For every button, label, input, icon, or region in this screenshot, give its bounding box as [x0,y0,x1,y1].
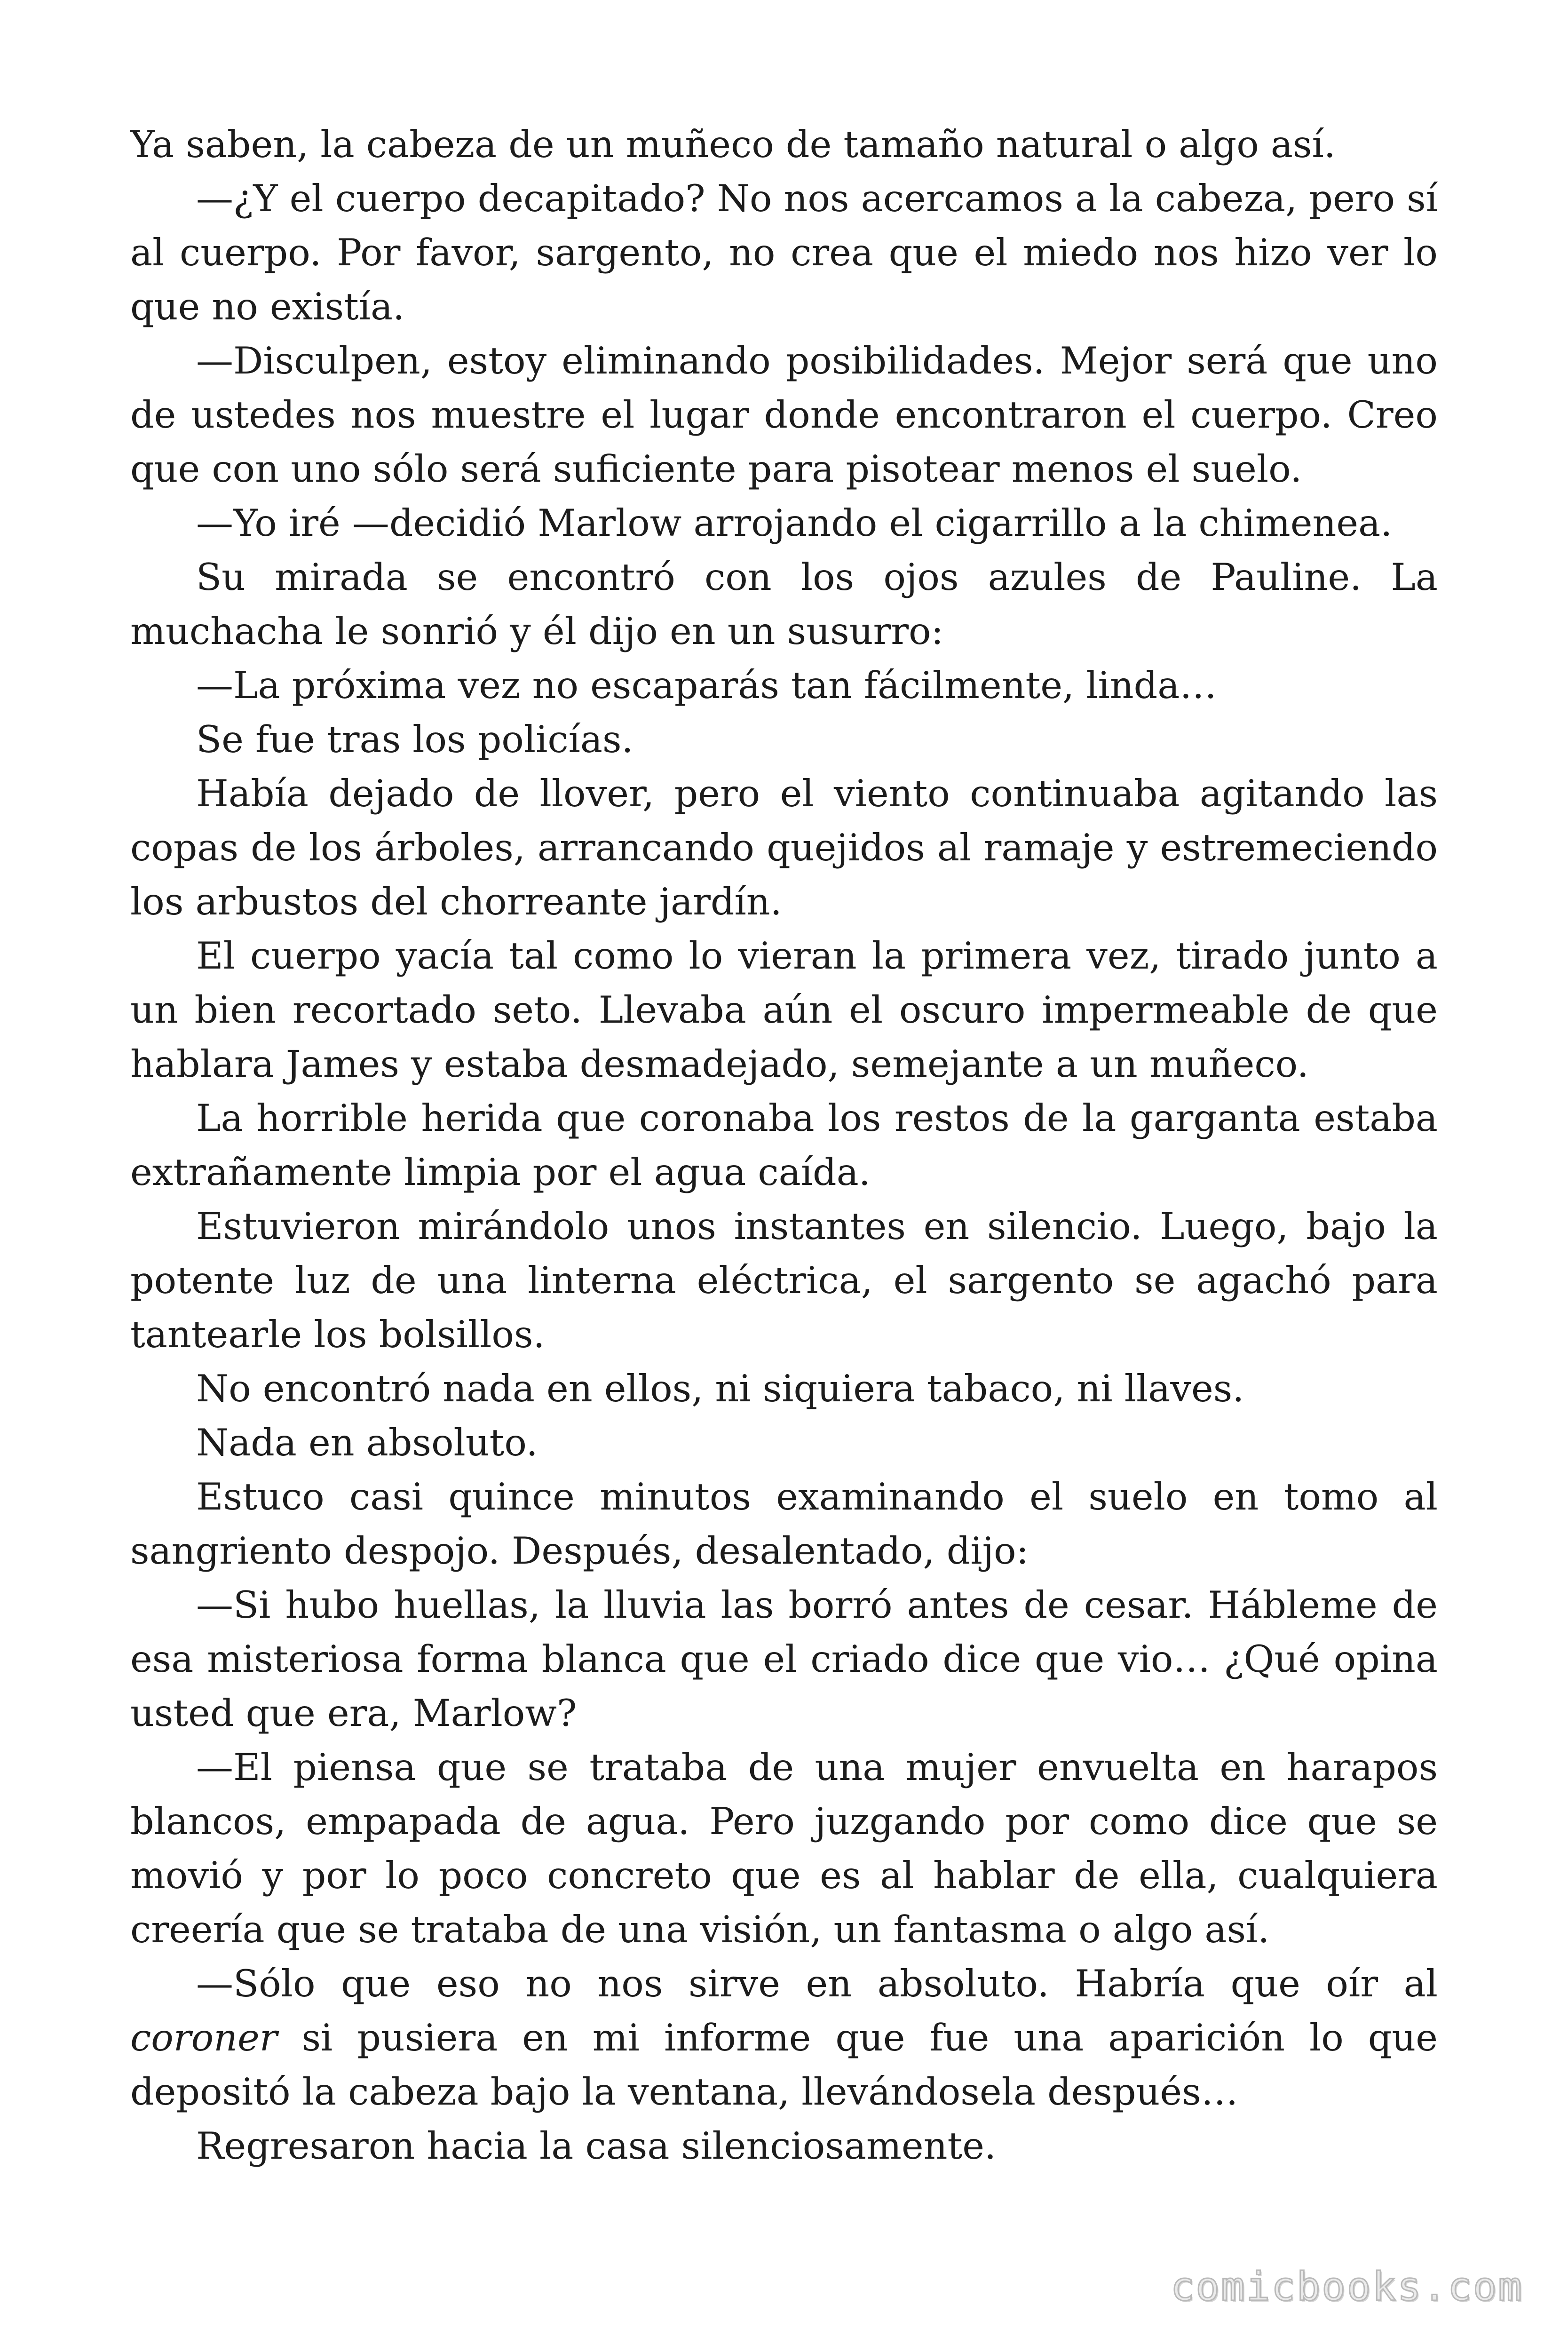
paragraph: Estuvieron mirándolo unos instantes en silencio. Luego, bajo la potente luz de una linterna eléctrica, el sargento se agachó para tantearle los bolsillos. [130,1205,1438,1356]
paragraph: Nada en absoluto. [196,1421,538,1464]
coroner-text-before: —Sólo que eso no nos sirve en absoluto. Habría que oír al [196,1962,1438,2005]
paragraph: —Yo iré —decidió Marlow arrojando el cigarrillo a la chimenea. [196,501,1393,545]
paragraph: El cuerpo yacía tal como lo vieran la primera vez, tirado junto a un bien recortado seto. Llevaba aún el oscuro impermeable de que hablara James y estaba desmadejado, semejante a un muñeco. [130,934,1438,1086]
paragraph: —Disculpen, estoy eliminando posibilidades. Mejor será que uno de ustedes nos muestre el lugar donde encontraron el cuerpo. Creo que con uno sólo será suficiente para pisotear menos el suelo. [130,339,1438,491]
paragraph: Se fue tras los policías. [196,718,634,761]
paragraph-coroner [130,1957,1438,2119]
paragraph: No encontró nada en ellos, ni siquiera tabaco, ni llaves. [196,1367,1244,1410]
paragraph: —El piensa que se trataba de una mujer envuelta en harapos blancos, empapada de agua. Pero juzgando por como dice que se movió y por lo poco concreto que es al hablar de ella, cualquiera creería que se trataba de una visión, un fantasma o algo así. [130,1746,1438,1951]
coroner-italic-word: coroner [130,2016,277,2059]
paragraph-last: Regresaron hacia la casa silenciosamente. [196,2124,997,2168]
paragraph: —Si hubo huellas, la lluvia las borró antes de cesar. Hábleme de esa misteriosa forma blanca que el criado dice que vio… ¿Qué opina usted que era, Marlow? [130,1583,1438,1735]
paragraph: Su mirada se encontró con los ojos azules de Pauline. La muchacha le sonrió y él dijo en un susurro: [130,556,1438,653]
book-page-body [130,118,1438,2173]
coroner-text-after: si pusiera en mi informe que fue una aparición lo que depositó la cabeza bajo la ventana, llevándosela después… [130,2016,1438,2114]
paragraph: —¿Y el cuerpo decapitado? No nos acercamos a la cabeza, pero sí al cuerpo. Por favor, sargento, no crea que el miedo nos hizo ver lo que no existía. [130,177,1438,328]
paragraph: Ya saben, la cabeza de un muñeco de tamaño natural o algo así. [130,123,1336,166]
paragraph: La horrible herida que coronaba los restos de la garganta estaba extrañamente limpia por el agua caída. [130,1097,1438,1194]
paragraph: Había dejado de llover, pero el viento continuaba agitando las copas de los árboles, arrancando quejidos al ramaje y estremeciendo los arbustos del chorreante jardín. [130,772,1438,923]
paragraph: Estuco casi quince minutos examinando el suelo en tomo al sangriento despojo. Después, desalentado, dijo: [130,1475,1438,1573]
paragraph: —La próxima vez no escaparás tan fácilmente, linda… [196,664,1217,707]
watermark-logo: comicbooks.com [1170,2264,1523,2310]
